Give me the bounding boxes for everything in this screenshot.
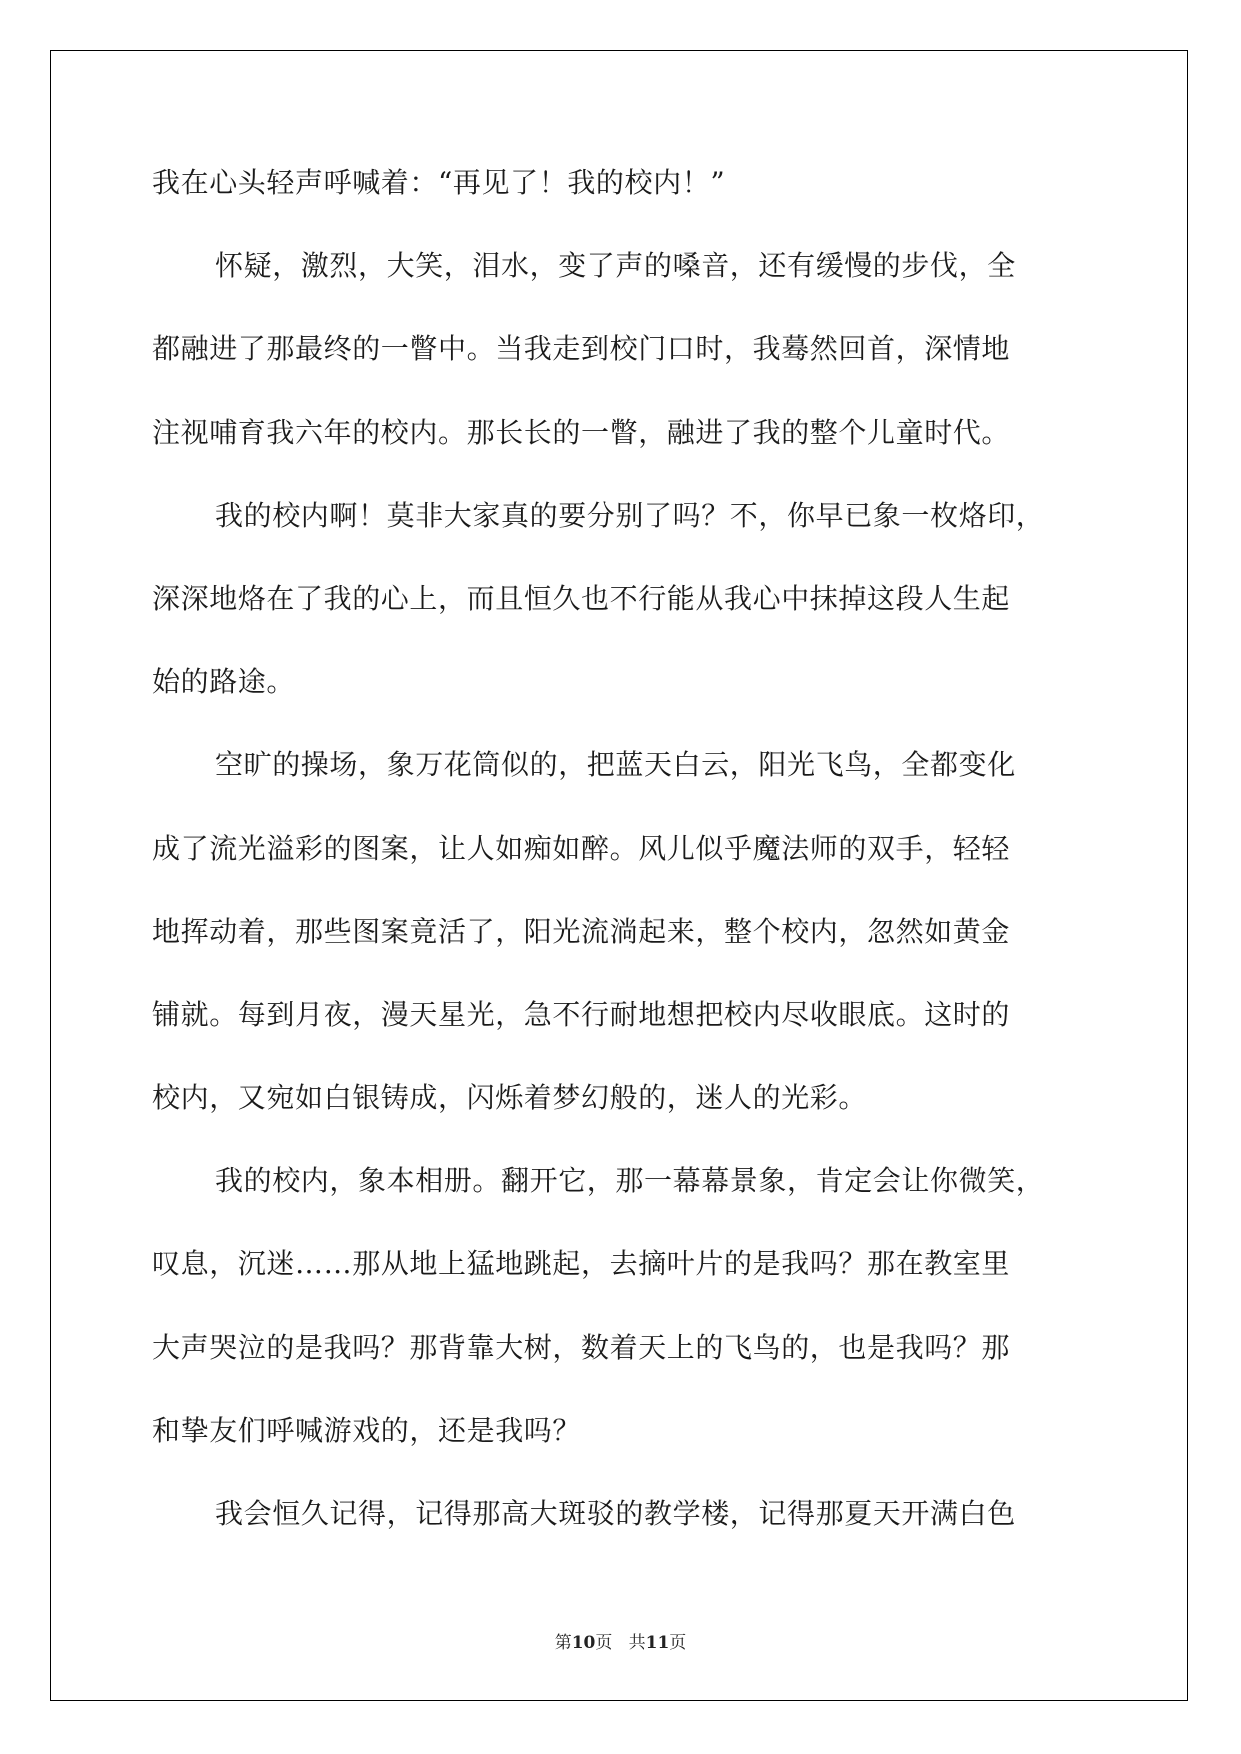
document-body	[152, 160, 1092, 1574]
text-line: 空旷的操场，象万花筒似的，把蓝天白云，阳光飞鸟，全都变化	[215, 748, 1016, 782]
footer-middle: 页 共	[595, 1633, 646, 1653]
total-pages-number: 11	[645, 1633, 670, 1653]
text-line: 深深地烙在了我的心上，而且恒久也不行能从我心中抹掉这段人生起	[152, 581, 1011, 615]
footer-suffix: 页	[669, 1633, 687, 1653]
text-line: 都融进了那最终的一瞥中。当我走到校门口时，我蓦然回首，深情地	[152, 332, 1011, 366]
text-line: 怀疑，激烈，大笑，泪水，变了声的嗓音，还有缓慢的步伐，全	[215, 249, 1016, 283]
text-line: 地挥动着，那些图案竟活了，阳光流淌起来，整个校内，忽然如黄金	[152, 914, 1011, 948]
text-line: 成了流光溢彩的图案，让人如痴如醉。风儿似乎魔法师的双手，轻轻	[152, 831, 1011, 865]
current-page-number: 10	[571, 1633, 596, 1653]
text-line: 我的校内，象本相册。翻开它，那一幕幕景象，肯定会让你微笑，	[215, 1164, 1045, 1198]
text-line: 始的路途。	[152, 665, 296, 699]
text-line: 注视哺育我六年的校内。那长长的一瞥，融进了我的整个儿童时代。	[152, 415, 1011, 449]
text-line: 大声哭泣的是我吗？那背靠大树，数着天上的飞鸟的，也是我吗？那	[152, 1330, 1011, 1364]
footer-prefix: 第	[554, 1633, 572, 1653]
text-line: 铺就。每到月夜，漫天星光，急不行耐地想把校内尽收眼底。这时的	[152, 997, 1011, 1031]
page-footer	[0, 1628, 1241, 1653]
text-line: 我的校内啊！莫非大家真的要分别了吗？不，你早已象一枚烙印，	[215, 498, 1045, 532]
text-line: 叹息，沉迷……那从地上猛地跳起，去摘叶片的是我吗？那在教室里	[152, 1247, 1011, 1281]
text-line: 我在心头轻声呼喊着：“再见了！我的校内！”	[152, 166, 726, 199]
text-line: 校内，又宛如白银铸成，闪烁着梦幻般的，迷人的光彩。	[152, 1081, 868, 1115]
text-line: 和挚友们呼喊游戏的，还是我吗？	[152, 1413, 582, 1447]
text-line: 我会恒久记得，记得那高大斑驳的教学楼，记得那夏天开满白色	[215, 1497, 1016, 1530]
